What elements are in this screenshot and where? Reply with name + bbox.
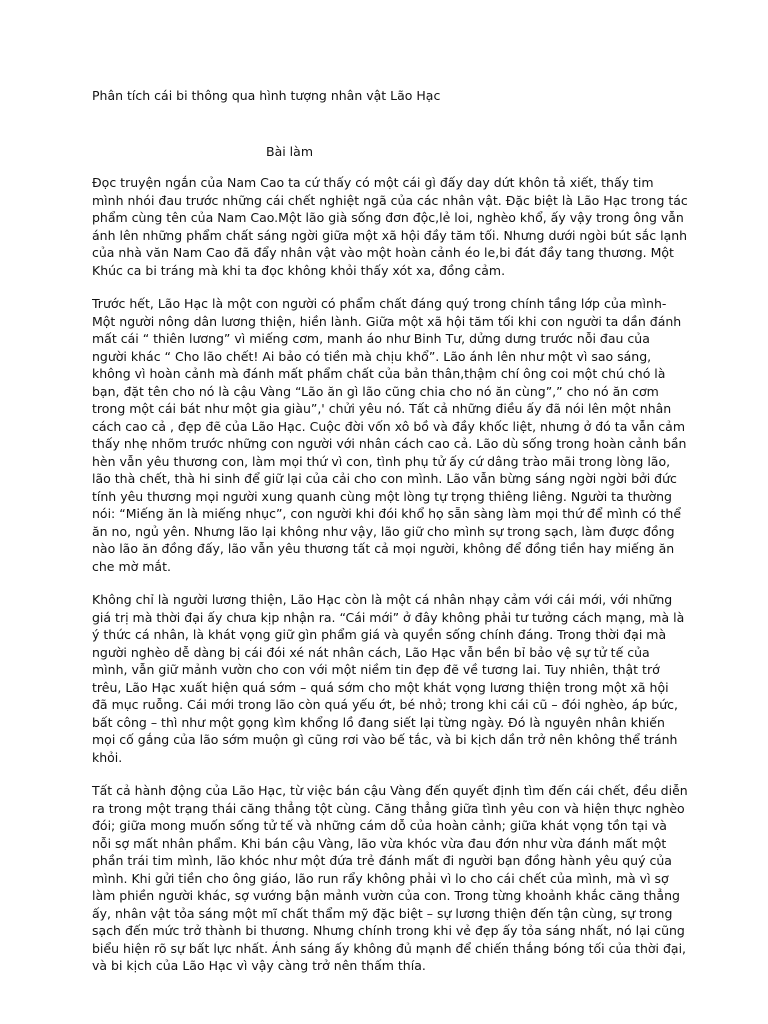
paragraph-tension: Tất cả hành động của Lão Hạc, từ việc bán cậu Vàng đến quyết định tìm đến cái chết, đều diễn ra trong một trạng thái căng thẳng tột cùng. Căng thẳng giữa tình yêu con và hiện thực nghèo đói; giữa mong muốn sống tử tế và những cám dỗ của hoàn cảnh; giữa khát vọng tồn tại và nỗi sợ mất nhân phẩm. Khi bán cậu Vàng, lão vừa khóc vừa đau đớn như vừa đánh mất một phần trái tim mình, lão khóc như một đứa trẻ đánh mất đi người bạn đồng hành yêu quý của mình. Khi gửi tiền cho ông giáo, lão run rẩy không phải vì lo cho cái chết của mình, mà vì sợ làm phiền người khác, sợ vướng bận mảnh vườn của con. Trong từng khoảnh khắc căng thẳng ấy, nhân vật tỏa sáng một mĩ chất thẩm mỹ đặc biệt – sự lương thiện đến tận cùng, sự trong sạch đến mức trở thành bi thương. Nhưng chính trong khi vẻ đẹp ấy tỏa sáng nhất, nó lại cũng biểu hiện rõ sự bất lực nhất. Ánh sáng ấy không đủ mạnh để chiến thắng bóng tối của thời đại, và bi kịch của Lão Hạc vì vậy càng trở nên thấm thía. — [92, 783, 688, 973]
document-body — [92, 174, 688, 975]
paragraph-intro: Đọc truyện ngắn của Nam Cao ta cứ thấy có một cái gì đấy day dứt khôn tả xiết, thấy tim mình nhói đau trước những cái chết nghiệt ngã của các nhân vật. Đặc biệt là Lão Hạc trong tác phẩm cùng tên của Nam Cao.Một lão già sống đơn độc,lẻ loi, nghèo khổ, ấy vậy trong ông vẫn ánh lên những phẩm chất sáng ngời giữa một xã hội đầy tăm tối. Nhưng dưới ngòi bút sắc lạnh của nhà văn Nam Cao đã đẩy nhân vật vào một hoàn cảnh éo le,bi đát đầy tang thương. Một Khúc ca bi tráng mà khi ta đọc không khỏi thấy xót xa, đồng cảm. — [92, 175, 688, 278]
paragraph-new-values: Không chỉ là người lương thiện, Lão Hạc còn là một cá nhân nhạy cảm với cái mới, với những giá trị mà thời đại ấy chưa kịp nhận ra. “Cái mới” ở đây không phải tư tưởng cách mạng, mà là ý thức cá nhân, là khát vọng giữ gìn phẩm giá và quyền sống chính đáng. Trong thời đại mà người nghèo dễ dàng bị cái đói xé nát nhân cách, Lão Hạc vẫn bền bỉ bảo vệ sự tử tế của mình, vẫn giữ mảnh vườn cho con với một niềm tin đẹp đẽ về tương lai. Tuy nhiên, thật trớ trêu, Lão Hạc xuất hiện quá sớm – quá sớm cho một khát vọng lương thiện trong một xã hội đã mục ruỗng. Cái mới trong lão còn quá yếu ớt, bé nhỏ; trong khi cái cũ – đói nghèo, áp bức, bất công – thì như một gọng kìm khổng lồ đang siết lại từng ngày. Đó là nguyên nhân khiến mọi cố gắng của lão sớm muộn gì cũng rơi vào bế tắc, và bi kịch dần trở nên không thể tránh khỏi. — [92, 592, 685, 765]
document-title: Phân tích cái bi thông qua hình tượng nhân vật Lão Hạc — [92, 88, 441, 103]
paragraph-character-virtue: Trước hết, Lão Hạc là một con người có phẩm chất đáng quý trong chính tầng lớp của mình- Một người nông dân lương thiện, hiền lành. Giữa một xã hội tăm tối khi con người ta dần đánh mất cái “ thiên lương” vì miếng cơm, manh áo như Binh Tư, dửng dưng trước nỗi đau của người khác “ Cho lão chết! Ai bảo có tiền mà chịu khổ”. Lão ánh lên như một vì sao sáng, không vì hoàn cảnh mà đánh mất phẩm chất của bản thân,thậm chí ông coi một chú chó là bạn, đặt tên cho nó là cậu Vàng “Lão ăn gì lão cũng chia cho nó ăn cùng”,” cho nó ăn cơm trong một cái bát như một gia giàu”,' chửi yêu nó. Tất cả những điều ấy đã nói lên một nhân cách cao cả , đẹp đẽ của Lão Hạc. Cuộc đời vốn xô bồ và đầy khốc liệt, nhưng ở đó ta vẫn cảm thấy nhẹ nhõm trước những con người với nhân cách cao cả. Lão dù sống trong hoàn cảnh bần hèn vẫn yêu thương con, làm mọi thứ vì con, tình phụ tử ấy cứ dâng trào mãi trong lòng lão, lão thà chết, thà hi sinh để giữ lại của cải cho con mình. Lão vẫn bừng sáng ngời ngời bởi đức tính yêu thương mọi người xung quanh cùng một lòng tự trọng thiêng liêng. Người ta thường nói: “Miếng ăn là miếng nhục”, con người khi đói khổ họ sẵn sàng làm mọi thứ để mình có thể ăn no, ngủ yên. Nhưng lão lại không như vậy, lão giữ cho mình sự trong sạch, làm được đồng nào lão ăn đồng đấy, lão vẫn yêu thương tất cả mọi người, không để đồng tiền hay miếng ăn che mờ mắt. — [92, 296, 687, 574]
document-page — [92, 86, 688, 991]
document-subtitle: Bài làm — [266, 144, 313, 159]
